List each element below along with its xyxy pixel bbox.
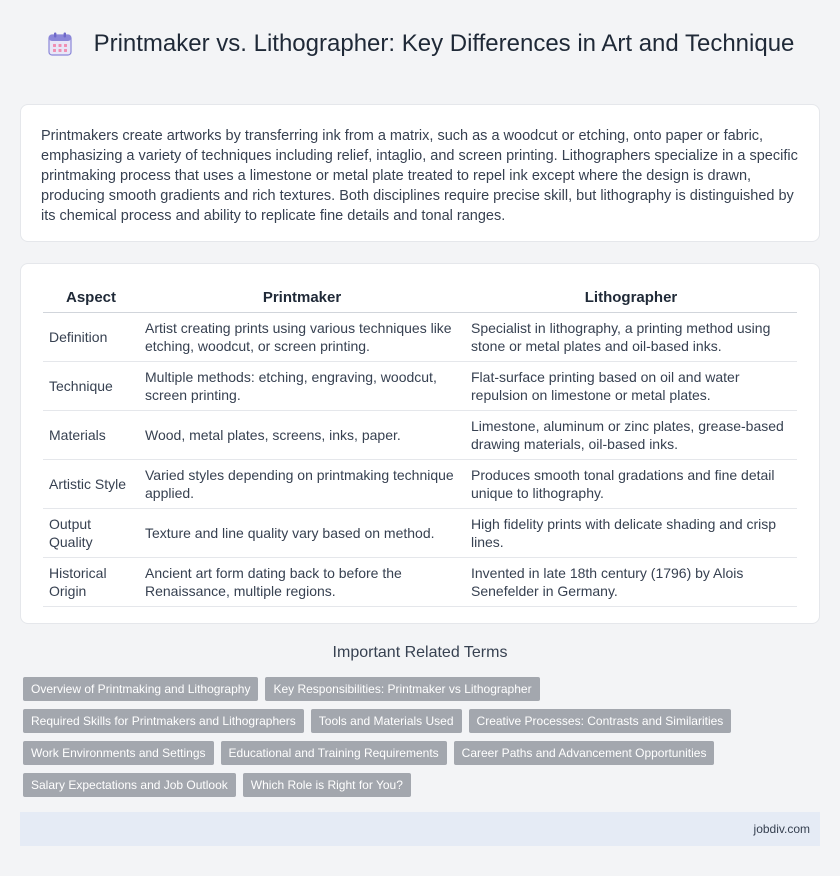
aspect-cell: Output Quality — [43, 509, 139, 558]
lithographer-cell: Flat-surface printing based on oil and water repulsion on limestone or metal plates. — [465, 362, 797, 411]
lithographer-cell: Limestone, aluminum or zinc plates, grease-based drawing materials, oil-based inks. — [465, 411, 797, 460]
table-row — [43, 460, 797, 509]
column-header-printmaker: Printmaker — [139, 282, 465, 313]
lithographer-cell: Specialist in lithography, a printing method using stone or metal plates and oil-based inks. — [465, 313, 797, 362]
related-term-tag[interactable]: Overview of Printmaking and Lithography — [23, 677, 258, 701]
related-term-tag[interactable]: Which Role is Right for You? — [243, 773, 411, 797]
related-term-tag[interactable]: Educational and Training Requirements — [221, 741, 447, 765]
aspect-cell: Definition — [43, 313, 139, 362]
footer — [20, 812, 820, 846]
related-term-tag[interactable]: Work Environments and Settings — [23, 741, 214, 765]
column-header-aspect: Aspect — [43, 282, 139, 313]
printmaker-cell: Ancient art form dating back to before the Renaissance, multiple regions. — [139, 558, 465, 607]
aspect-cell: Artistic Style — [43, 460, 139, 509]
printmaker-cell: Texture and line quality vary based on method. — [139, 509, 465, 558]
comparison-card — [20, 263, 820, 624]
column-header-lithographer: Lithographer — [465, 282, 797, 313]
aspect-cell: Materials — [43, 411, 139, 460]
table-header-row — [43, 282, 797, 313]
related-term-tag[interactable]: Career Paths and Advancement Opportunities — [454, 741, 715, 765]
lithographer-cell: Invented in late 18th century (1796) by Alois Senefelder in Germany. — [465, 558, 797, 607]
related-terms-list — [23, 677, 823, 797]
related-term-tag[interactable]: Creative Processes: Contrasts and Similarities — [469, 709, 732, 733]
aspect-cell: Historical Origin — [43, 558, 139, 607]
table-row — [43, 509, 797, 558]
printmaker-cell: Wood, metal plates, screens, inks, paper. — [139, 411, 465, 460]
lithographer-cell: High fidelity prints with delicate shading and crisp lines. — [465, 509, 797, 558]
page-title: Printmaker vs. Lithographer: Key Differences in Art and Technique — [93, 30, 795, 57]
table-row — [43, 362, 797, 411]
table-row — [43, 558, 797, 607]
related-term-tag[interactable]: Key Responsibilities: Printmaker vs Lithographer — [265, 677, 539, 701]
intro-card — [20, 104, 820, 242]
aspect-cell: Technique — [43, 362, 139, 411]
related-terms-heading: Important Related Terms — [332, 644, 508, 661]
printmaker-cell: Multiple methods: etching, engraving, woodcut, screen printing. — [139, 362, 465, 411]
printmaker-cell: Artist creating prints using various techniques like etching, woodcut, or screen printing. — [139, 313, 465, 362]
related-term-tag[interactable]: Required Skills for Printmakers and Lithographers — [23, 709, 304, 733]
lithographer-cell: Produces smooth tonal gradations and fine detail unique to lithography. — [465, 460, 797, 509]
calendar-icon — [46, 30, 74, 58]
printmaker-cell: Varied styles depending on printmaking technique applied. — [139, 460, 465, 509]
table-row — [43, 411, 797, 460]
intro-text: Printmakers create artworks by transferring ink from a matrix, such as a woodcut or etching, onto paper or fabric, emphasizing a variety of techniques including relief, intaglio, and screen printing. Lithographers specialize in a specific printmaking process that uses a limestone or metal plate treated to repel ink except where the design is drawn, producing smooth gradients and rich textures. Both disciplines require precise skill, but lithography is distinguished by its chemical process and ability to replicate fine details and tonal ranges. — [41, 128, 798, 224]
related-term-tag[interactable]: Salary Expectations and Job Outlook — [23, 773, 236, 797]
related-term-tag[interactable]: Tools and Materials Used — [311, 709, 462, 733]
comparison-table — [43, 282, 797, 607]
footer-site-link[interactable]: jobdiv.com — [753, 822, 810, 836]
page-header — [0, 0, 840, 88]
table-row — [43, 313, 797, 362]
